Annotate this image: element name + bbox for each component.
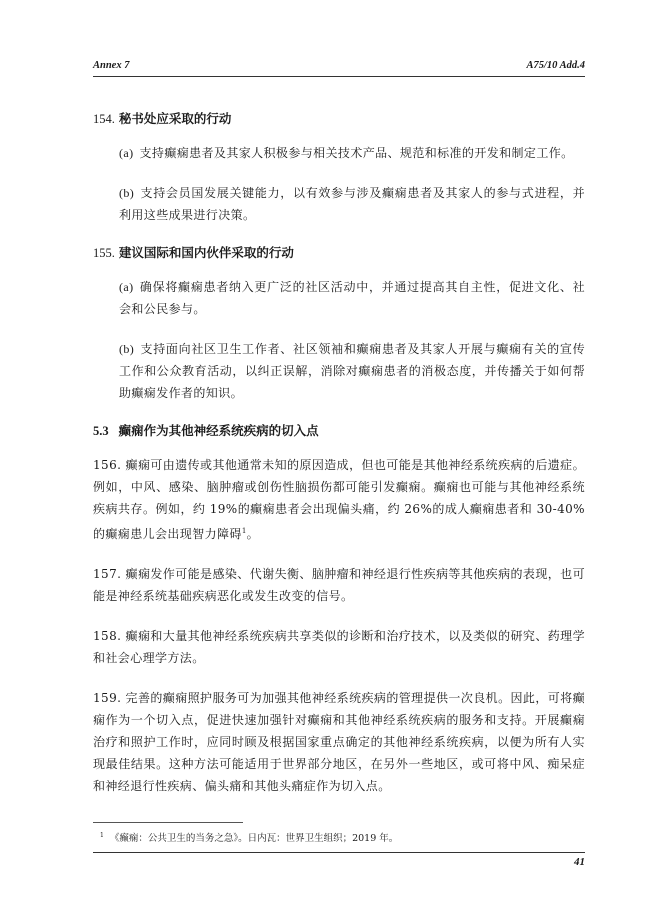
- paragraph-155a-text: 确保将癫痫患者纳入更广泛的社区活动中，并通过提高其自主性，促进文化、社会和公民参与。: [119, 280, 585, 316]
- paragraph-156-end: 。: [246, 527, 260, 541]
- paragraph-154b: [119, 182, 585, 226]
- footnote-reference[interactable]: 1: [241, 527, 247, 535]
- paragraph-154a-text: 支持癫痫患者及其家人积极参与相关技术产品、规范和标准的开发和制定工作。: [139, 146, 574, 160]
- paragraph-155b-text: 支持面向社区卫生工作者、社区领袖和癫痫患者及其家人开展与癫痫有关的宣传工作和公众教育活动，以纠正误解，消除对癫痫患者的消极态度，并传播关于如何帮助癫痫发作者的知识。: [119, 342, 585, 400]
- footer-divider: [93, 852, 585, 853]
- paragraph-154a: [119, 142, 585, 164]
- heading-155: [93, 244, 585, 262]
- paragraph-157: 157. 癫痫发作可能是感染、代谢失衡、脑肿瘤和神经退行性疾病等其他疾病的表现，也可能是神经系统基础疾病恶化或发生改变的信号。: [93, 567, 585, 603]
- page-number: 41: [574, 856, 585, 868]
- paragraph-158: 158. 癫痫和大量其他神经系统疾病共享类似的诊断和治疗技术，以及类似的研究、药理学和社会心理学方法。: [93, 629, 585, 665]
- heading-154: [93, 110, 585, 128]
- paragraph-159: 159. 完善的癫痫照护服务可为加强其他神经系统疾病的管理提供一次良机。因此，可将癫痫作为一个切入点，促进快速加强针对癫痫和其他神经系统疾病的服务和支持。开展癫痫治疗和照护工作时，应同时顾及根据国家重点确定的其他神经系统疾病，以便为所有人实现最佳结果。这种方法可能适用于世界部分地区，在另外一些地区，或可将中风、痴呆症和神经退行性疾病、偏头痛和其他头痛症作为切入点。: [93, 691, 585, 793]
- heading-155-title: 建议国际和国内伙伴采取的行动: [118, 245, 294, 260]
- paragraph-154b-text: 支持会员国发展关键能力，以有效参与涉及癫痫患者及其家人的参与式进程，并利用这些成果进行决策。: [119, 186, 585, 222]
- page-header: [93, 60, 585, 77]
- paragraph-154b-label: (b): [119, 186, 135, 200]
- header-annex-label: Annex 7: [93, 60, 130, 71]
- page-content: [93, 110, 585, 815]
- footnote-mark: 1: [100, 832, 104, 839]
- paragraph-155a-label: (a): [119, 280, 134, 294]
- heading-154-title: 秘书处应采取的行动: [118, 111, 232, 126]
- heading-154-number: 154.: [93, 112, 115, 126]
- footnote-divider: [93, 822, 243, 823]
- paragraph-156-text: 156. 癫痫可由遗传或其他通常未知的原因造成，但也可能是其他神经系统疾病的后遗症。例如，中风、感染、脑肿瘤或创伤性脑损伤都可能引发癫痫。癫痫也可能与其他神经系统疾病共存。例如，约 19%的癫痫患者会出现偏头痛，约 26%的成人癫痫患者和 30-40%的癫痫患儿会出现智力障碍: [93, 458, 585, 541]
- heading-155-number: 155.: [93, 246, 115, 260]
- footnote-text: 《癫痫：公共卫生的当务之急》。日内瓦：世界卫生组织；2019 年。: [109, 833, 399, 845]
- section-5-3-title: 癫痫作为其他神经系统疾病的切入点: [118, 423, 319, 438]
- footnote: [100, 829, 398, 846]
- paragraph-156: [93, 454, 585, 545]
- paragraph-155b: [119, 338, 585, 404]
- section-5-3-heading: [93, 422, 585, 440]
- paragraph-154a-label: (a): [119, 146, 134, 160]
- paragraph-155a: [119, 276, 585, 320]
- header-document-code: A75/10 Add.4: [526, 60, 585, 71]
- paragraph-155b-label: (b): [119, 342, 135, 356]
- section-5-3-number: 5.3: [93, 424, 109, 438]
